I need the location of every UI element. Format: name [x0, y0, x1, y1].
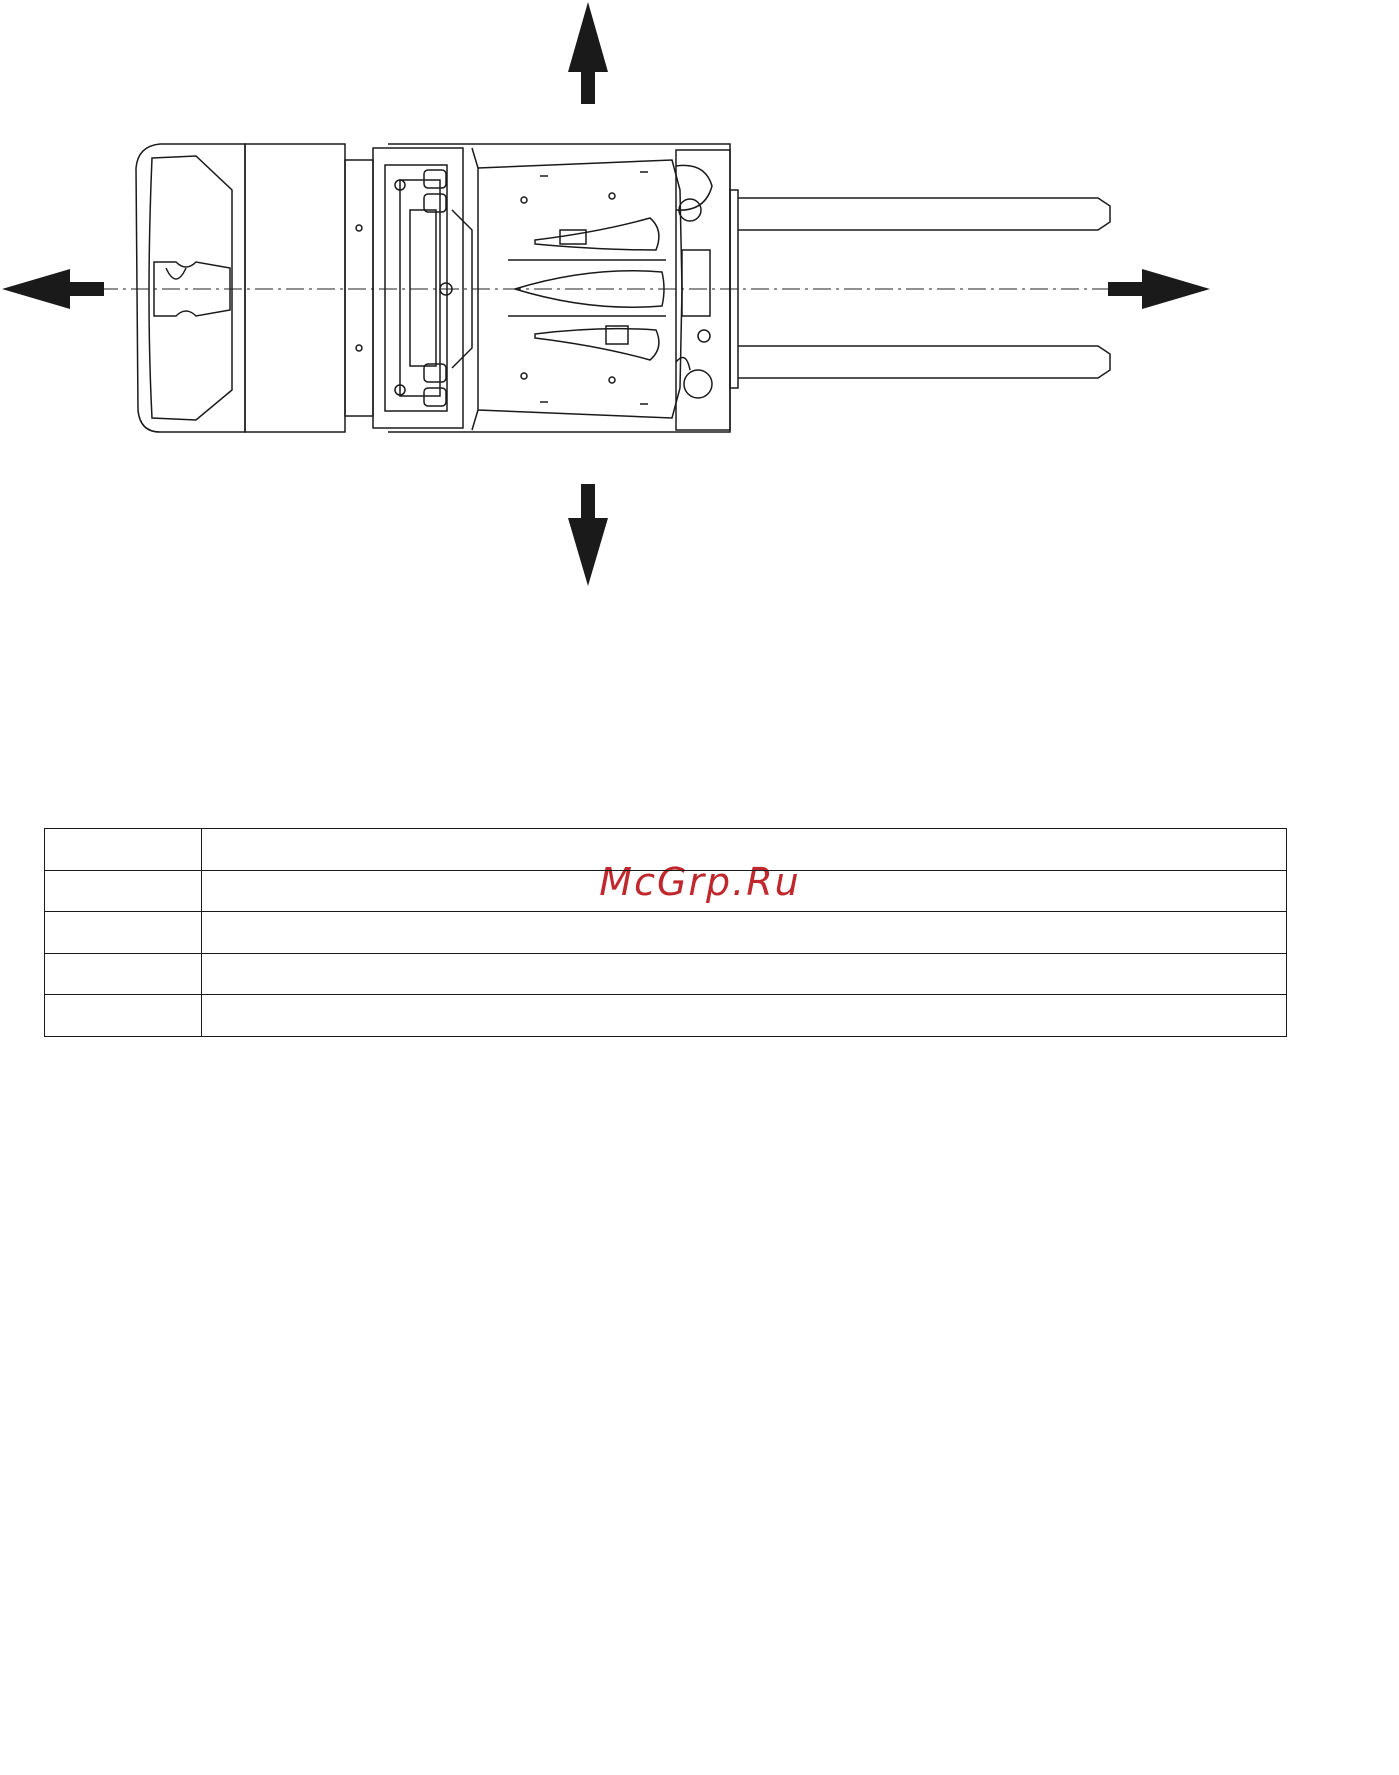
table-cell	[202, 953, 1287, 995]
table-cell	[202, 995, 1287, 1037]
empty-table	[44, 828, 1287, 1037]
bolt-icon	[356, 225, 362, 231]
table-cell	[45, 995, 202, 1037]
table-cell	[202, 829, 1287, 871]
truck-outline	[136, 144, 1110, 432]
bolt-icon	[356, 345, 362, 351]
table-row	[45, 995, 1287, 1037]
forklift-top-view-diagram	[0, 0, 1399, 600]
table-cell	[202, 912, 1287, 954]
arrow-down-icon	[568, 484, 608, 586]
arrow-up-icon	[568, 2, 608, 104]
table-cell	[45, 870, 202, 912]
table-cell	[202, 870, 1287, 912]
table-cell	[45, 953, 202, 995]
joystick-icon	[684, 370, 712, 398]
button-icon	[698, 330, 710, 342]
watermark-text: McGrp.Ru	[599, 860, 801, 904]
arrow-right-icon	[1108, 269, 1210, 309]
table-cell	[45, 829, 202, 871]
table-row	[45, 829, 1287, 871]
table-row	[45, 870, 1287, 912]
table-cell	[45, 912, 202, 954]
table-row	[45, 953, 1287, 995]
arrow-left-icon	[2, 269, 104, 309]
table-row	[45, 912, 1287, 954]
